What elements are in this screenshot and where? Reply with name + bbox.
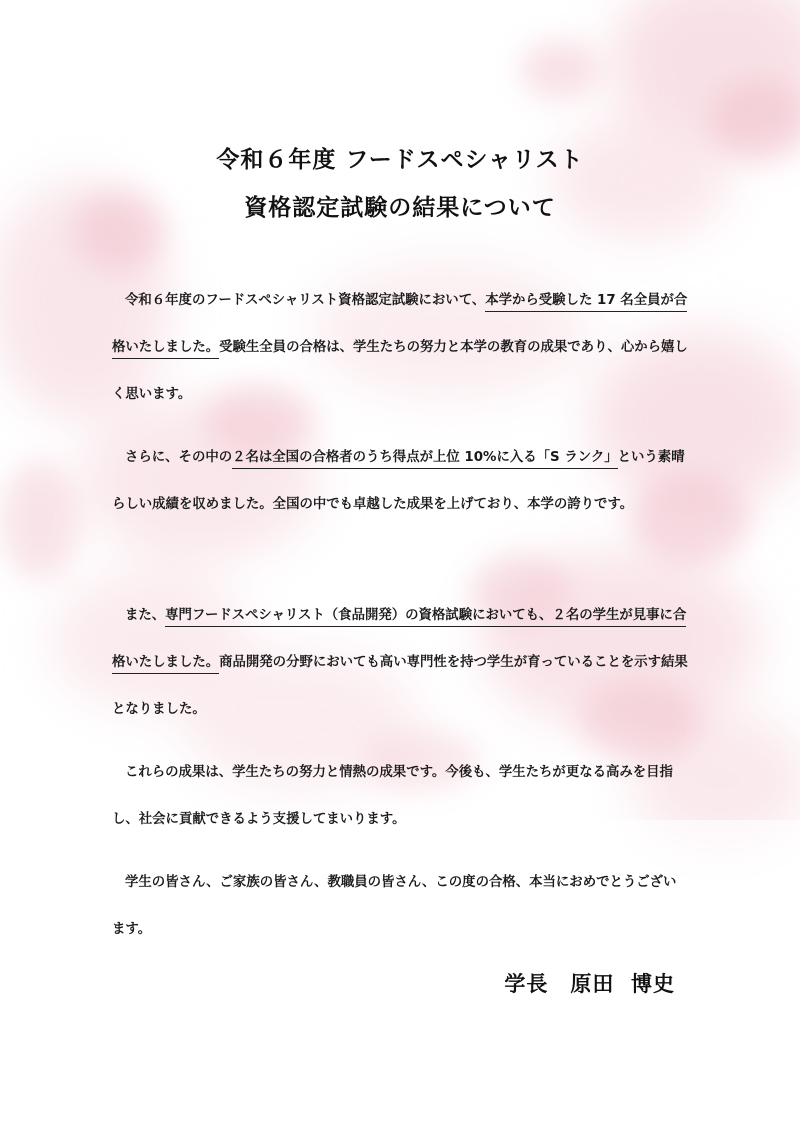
paragraph-1 [112,277,688,418]
paragraph-4 [112,749,688,843]
paragraph-3-underlined: 専門フードスペシャリスト（食品開発）の資格試験においても、２名の学生が見事に合格いたしました。 [112,608,686,674]
title-line-1: 令和６年度 フードスペシャリスト [216,147,584,173]
paragraph-2-rest: という素晴らしい成績を収めました。全国の中でも卓越した成果を上げており、本学の誇りです。 [112,450,685,512]
paragraph-2 [112,434,688,528]
paragraph-3-intro: また、 [125,608,166,623]
paragraph-3 [112,592,688,733]
signature: 学長 原田 博史 [504,972,675,996]
paragraph-3-rest: 商品開発の分野においても高い専門性を持つ学生が育っていることを示す結果となりました。 [112,655,688,717]
paragraph-1-rest: 受験生全員の合格は、学生たちの努力と本学の教育の成果であり、心から嬉しく思います。 [112,340,688,402]
paragraph-1-underlined: 本学から受験した 17 名全員が合格いたしました。 [112,293,687,359]
paragraph-5 [112,859,688,953]
paragraph-2-underlined: ２名は全国の合格者のうち得点が上位 10%に入る「S ランク」 [232,450,618,469]
title-line-2: 資格認定試験の結果について [244,195,556,221]
paragraph-2-intro: さらに、その中の [125,450,233,465]
paragraph-5-text: 学生の皆さん、ご家族の皆さん、教職員の皆さん、この度の合格、本当におめでとうございます。 [112,875,677,937]
paragraph-1-intro: 令和６年度のフードスペシャリスト資格認定試験において、 [125,293,486,308]
paragraph-4-text: これらの成果は、学生たちの努力と情熱の成果です。今後も、学生たちが更なる高みを目指し、社会に貢献できるよう支援してまいります。 [112,765,673,827]
